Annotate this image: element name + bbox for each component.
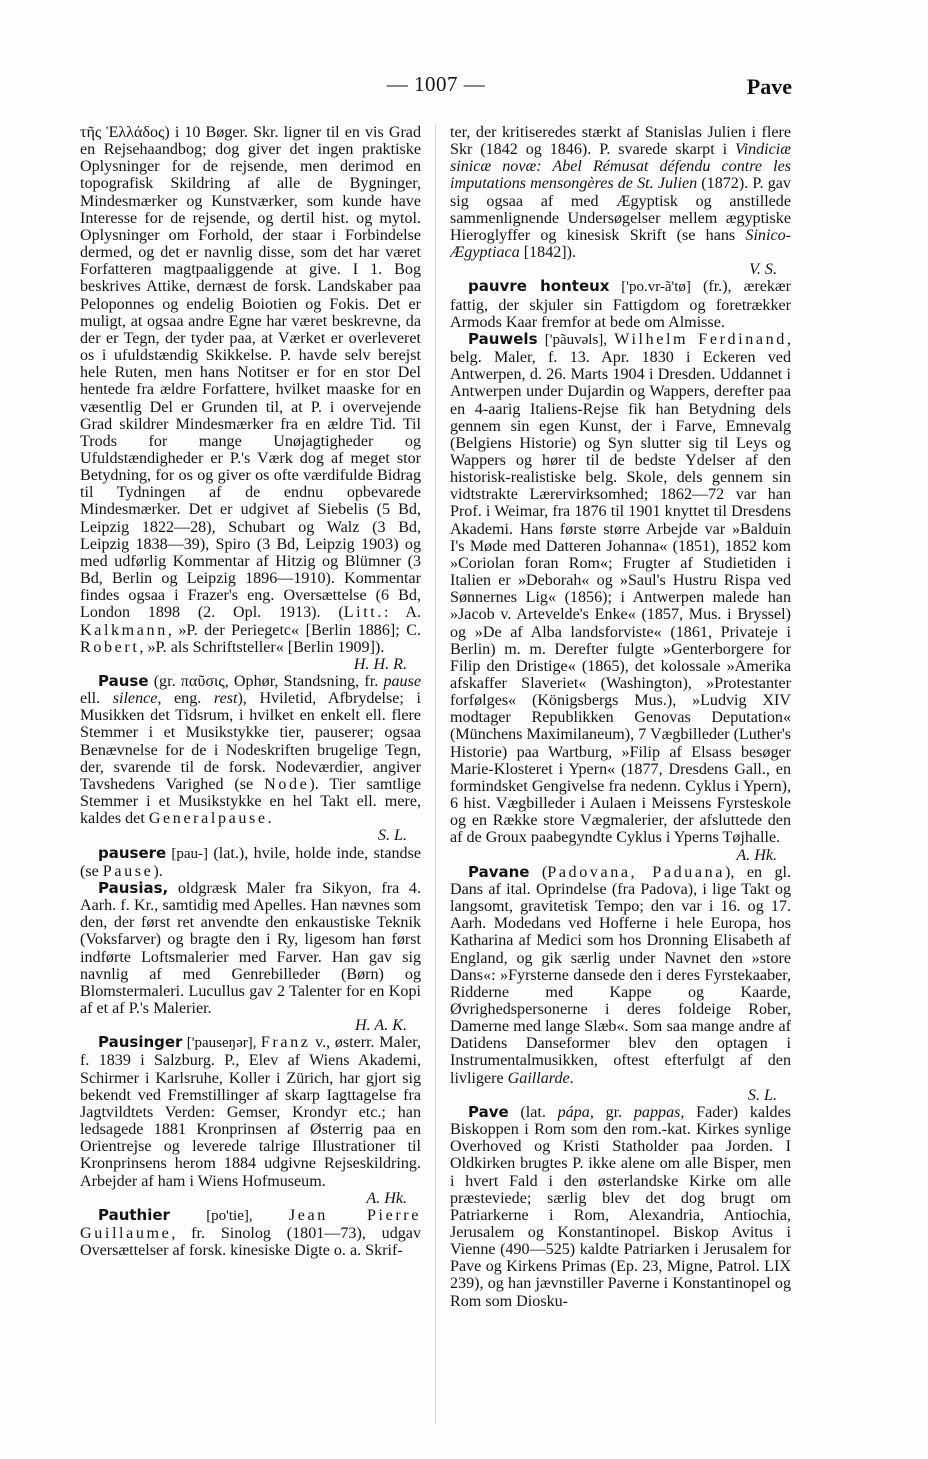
headword: Pauwels — [468, 329, 538, 348]
headword: Pave — [468, 1102, 509, 1121]
entry-pauvre-honteux: pauvre honteux ['po.vr-ã'tø] (fr.), ærekær fattig, der skjuler sin Fattigdom og foretrækker Armods Kaar fremfor at bede om Almisse. — [450, 277, 791, 331]
page-header — [80, 70, 792, 104]
headword: pauvre honteux — [468, 277, 610, 296]
right-column — [450, 124, 791, 1424]
signature: A. Hk. — [366, 1189, 407, 1207]
column-divider — [435, 124, 436, 1424]
entry-pave: Pave (lat. pápa, gr. pappas, Fader) kaldes Biskoppen i Rom som den rom.-kat. Kirkes synlige Overhoved og Kristi Statholder paa Jorden. I Oldkirken brugtes P. ikke alene om alle Bisper, men i hvert Fald i den østerlandske Kirke om alle præsteviede; særlig blev det dog brugt om Patriarkerne i Rom, Alexandria, Antiochia, Jerusalem og Konstantinopel. Biskop Avitus i Vienne (490—525) kaldte Patriarken i Jerusalem for Pave og Kirkens Primas (Ep. 23, Migne, Patrol. LIX 239), og han jævnstiller Paverne i Konstantinopel og Rom som Diosku- — [450, 1102, 791, 1310]
signature: A. Hk. — [736, 846, 777, 864]
entry-pavane: Pavane (Padovana, Paduana), en gl. Dans af ital. Oprindelse (fra Padova), i lige Takt og langsomt, gravitetisk Tempo; den var i 16. og 17. Aarh. Modedans ved Hofferne i hele Europa, hos Katharina af Medici som hos Dronning Elisabeth af England, og gik særlig under Navnet den »store Dans«: »Fyrsterne dansede den i deres Fyrstekaaber, Ridderne med Kappe og Kaarde, Øvrighedspersonerne i deres foldeige Rober, Damerne med lange Slæb«. Som saa mange andre af Datidens Danseformer blev den optagen i Instrumentalmusikken, oftest efterfulgt af den livligere Gaillarde. S. L. — [450, 862, 791, 1104]
running-head: Pave — [746, 74, 792, 99]
entry-pauthier-continuation: ter, der kritiseredes stærkt af Stanislas Julien i flere Skr (1842 og 1846). P. svarede skarpt i Vindiciæ sinicæ novæ: Abel Rémusat défendu contre les imputations mensongères de St. Julien (1872). P. gav sig ogsaa af med Ægyptisk og anstillede sammenlignende Undersøgelser mellem ægyptiske Hieroglyffer og kinesisk Skrift (se hans Sinico-Ægyptiaca [1842]). V. S. — [450, 124, 791, 279]
headword: Pauthier — [98, 1205, 170, 1224]
signature: H. A. K. — [354, 1017, 407, 1035]
headword: Pausinger — [98, 1033, 183, 1052]
left-column — [80, 124, 421, 1424]
signature: H. H. R. — [353, 655, 407, 673]
headword: Pause — [98, 672, 149, 690]
headword: Pavane — [468, 862, 530, 881]
entry-pausias: Pausias, oldgræsk Maler fra Sikyon, fra 4. Aarh. f. Kr., samtidig med Apelles. Han nævnes som den, der først ret anvendte den enkaustiske Teknik (Voksfarver) og bragte den i Ry, ligesom han først indførte Loftsmalerier med Farver. Han gav sig navnlig af med Genrebilleder (Børn) og Blomstermaleri. Lucullus gav 2 Talenter for en Kopi af et af P.'s Malerier. H. A. K. — [80, 878, 421, 1035]
entry-pausinger: Pausinger ['pauseŋər], Franz v., østerr. Maler, f. 1839 i Salzburg. P., Elev af Wiens Akademi, Schirmer i Karlsruhe, Koller i Zürich, har gjort sig bekendt ved Fremstillinger af skarp Iagttagelse fra Jagtvildtets Verden: Gemser, Krondyr etc.; han ledsagede 1881 Kronprinsen af Østerrig paa en Orientrejse og leverede talrige Illustrationer til Kronprinsens herom 1884 udgivne Rejseskildring. Arbejder af ham i Wiens Hofmuseum. A. Hk. — [80, 1033, 421, 1207]
entry-pauwels: Pauwels ['pãuvəls], Wilhelm Ferdinand, belg. Maler, f. 13. Apr. 1830 i Eckeren ved Antwerpen, d. 26. Marts 1904 i Dresden. Uddannet i Antwerpen under Dujardin og Wappers, derefter paa en 4-aarig Italiens-Rejse fik han Betydning dels gennem sin egen Kunst, der i Farve, Emnevalg (Belgiens Historie) og Syn slutter sig til Leys og Wappers og hører til de bedste Ydelser af den historisk-realistiske belg. Skole, dels gennem sin vidtstrakte Lærervirksomhed; 1862—72 var han Prof. i Weimar, fra 1876 til 1901 knyttet til Dresdens Akademi. Hans første større Arbejde var »Balduin I's Møde med Datteren Johanna« (1851), 1852 kom »Coriolan foran Rom«; Frugter af Studietiden i Italien er »Deborah« og »Saul's Hustru Rispa ved Sønnernes Lig« (1856); i Antwerpen malede han »Jacob v. Artevelde's Enke« (1857, Mus. i Bryssel) og »De af Alba landsforviste« (1861, Privateje i Berlin) m. m. Derefter fulgte »Genterborgere for Filip den Dristige« (1865), det kolossale »Amerika afskaffer Slaveriet« (Washington), »Protestanter forfølges« (Königsbergs Mus.), »Ludvig XIV modtager Republikken Genovas Deputation« (Münchens Maximilaneum), 7 Vægbilleder (Luther's Historie) paa Wartburg, »Filip af Elsass besøger Marie-Klosteret i Ypern« (1877, Dresdens Gall., en formindsket Gengivelse fra nedenn. Cyklus i Ypern), 6 hist. Vægbilleder i Aulaen i Meissens Fyrsteskole og en Række store Vægmalerier, der afsluttede den af de Groux paabegyndte Cyklus i Yperns Tøjhalle. A. Hk. — [450, 329, 791, 864]
headword: pausere — [98, 843, 167, 862]
signature: V. S. — [749, 261, 777, 279]
signature: S. L. — [377, 827, 407, 845]
entry-pausere: pausere [pau-] (lat.), hvile, holde inde, standse (se Pause). — [80, 843, 421, 880]
headword: Pausias, — [98, 878, 169, 897]
entry-pauthier: Pauthier [po'tie], Jean Pierre Guillaume, fr. Sinolog (1801—73), udgav Oversættelser af forsk. kinesiske Digte o. a. Skrif- — [80, 1205, 421, 1260]
entry-pause: Pause (gr. παῦσις, Ophør, Standsning, fr. pause ell. silence, eng. rest), Hviletid, Afbrydelse; i Musikken det Tidsrum, i hvilket en enkelt ell. flere Stemmer i et Musikstykke tier, pauserer; ogsaa Benævnelse for de i Nodeskriften brugelige Tegn, der, svarende til de forsk. Nodeværdier, angiver Tavshedens Varighed (se Node). Tier samtlige Stemmer i et Musikstykke en hel Takt ell. mere, kaldes det Generalpause. S. L. — [80, 672, 421, 845]
page-number: — 1007 — — [386, 72, 486, 96]
text-columns — [80, 124, 792, 1424]
signature: S. L. — [747, 1086, 777, 1104]
entry-pausanias-continuation: τῆς Ἑλλάδος) i 10 Bøger. Skr. ligner til en vis Grad en Rejsehaandbog; dog giver det ingen praktiske Oplysninger for de rejsende, men derimod en topografisk Skildring af alle de Bygninger, Mindesmærker og Kunstværker, som kunde have Interesse for de rejsende, og dertil hist. og mytol. Oplysninger om Forhold, der staar i Forbindelse dermed, og det er navnlig disse, som det har været Forfatteren magtpaaliggende at give. I 1. Bog beskrives Attike, dernæst de forsk. Landskaber paa Peloponnes og endelig Boiotien og Fokis. Det er muligt, at ogsaa andre Egne har været beskrevne, da der er Tegn, der tyder paa, at Værket er overleveret os i ufuldstændig Skikkelse. P. havde selv berejst hele Ruten, men hans Notitser er for en stor Del hentede fra ældre Forfattere, hvilket maaske for en væsentlig Del er Grunden til, at P. i overvejende Grad skildrer Mindesmærker fra en ældre Tid. Til Trods for mange Unøjagtigheder og Ufuldstændigheder er P.'s Værk dog af meget stor Betydning, for os og giver os ofte værdifulde Bidrag til Tydningen af de endnu opbevarede Mindesmærker. Det er udgivet af Siebelis (5 Bd, Leipzig 1822—28), Schubart og Walz (3 Bd, Leipzig 1838—39), Spiro (3 Bd, Leipzig 1903) og med udførlig Kommentar af Hitzig og Blümner (3 Bd, Berlin og Leipzig 1896—1910). Kommentar findes ogsaa i Frazer's eng. Oversættelse (6 Bd, London 1898 (2. Opl. 1913). (Litt.: A. Kalkmann, »P. der Periegetc« [Berlin 1886]; C. Robert, »P. als Schriftsteller« [Berlin 1909]). H. H. R. — [80, 124, 421, 673]
